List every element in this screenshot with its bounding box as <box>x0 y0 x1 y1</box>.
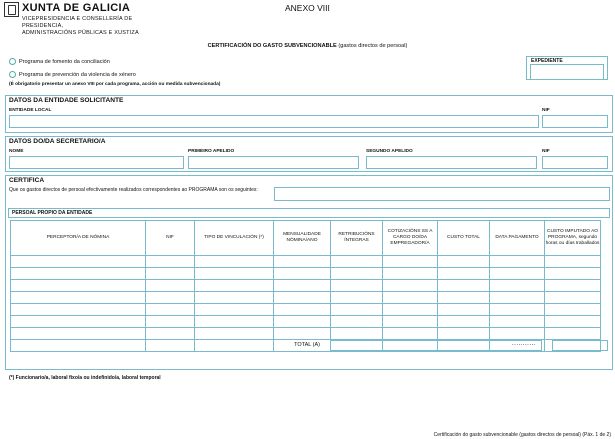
table-cell[interactable] <box>331 292 383 304</box>
table-cell[interactable] <box>490 304 545 316</box>
col-mensualidade: MENSUALIDADE NÓMINA/ANO <box>274 221 331 256</box>
table-cell[interactable] <box>146 256 195 268</box>
table-cell[interactable] <box>438 316 490 328</box>
secretario-section: DATOS DO/DA SECRETARIO/A NOME PRIMEIRO APELIDO SEGUNDO APELIDO NIF <box>5 136 613 172</box>
table-cell[interactable] <box>274 328 331 340</box>
entidade-nif-input[interactable] <box>542 115 608 128</box>
gastos-table <box>10 220 601 352</box>
col-cotizacions: COTIZACIÓNS SS A CARGO DO/DA EMPREGADOR/A <box>383 221 438 256</box>
table-cell[interactable] <box>545 268 601 280</box>
table-cell[interactable] <box>383 304 438 316</box>
table-cell[interactable] <box>146 268 195 280</box>
primeiro-apelido-input[interactable] <box>188 156 359 169</box>
col-nif: NIF <box>146 221 195 256</box>
col-retribucions: RETRIBUCIÓNS ÍNTEGRAS <box>331 221 383 256</box>
table-cell[interactable] <box>490 328 545 340</box>
table-cell[interactable] <box>545 316 601 328</box>
table-cell[interactable] <box>438 304 490 316</box>
table-cell[interactable] <box>490 316 545 328</box>
table-cell[interactable] <box>383 328 438 340</box>
table-cell[interactable] <box>331 316 383 328</box>
table-cell[interactable] <box>545 292 601 304</box>
table-cell[interactable] <box>331 328 383 340</box>
col-custo-imputado: CUSTO IMPUTADO AO PROGRAMA, segundo horas ou días traballados <box>545 221 601 256</box>
table-cell[interactable] <box>545 304 601 316</box>
total-dots: ........... <box>512 341 536 347</box>
table-cell[interactable] <box>383 316 438 328</box>
table-cell[interactable] <box>438 328 490 340</box>
table-cell[interactable] <box>383 280 438 292</box>
table-row <box>11 268 601 280</box>
option-violencia[interactable]: Programa de prevención da violencia de xénero <box>9 71 136 78</box>
secretario-nif-input[interactable] <box>542 156 608 169</box>
col-perceptor: PERCEPTOR/A DE NÓMINA <box>11 221 146 256</box>
table-cell[interactable] <box>11 316 146 328</box>
annex-title: ANEXO VIII <box>285 3 330 13</box>
table-cell[interactable] <box>195 256 274 268</box>
entidade-section: DATOS DA ENTIDADE SOLICITANTE ENTIDADE LOCAL NIF <box>5 95 613 133</box>
table-cell[interactable] <box>331 280 383 292</box>
table-cell[interactable] <box>438 280 490 292</box>
table-cell[interactable] <box>195 268 274 280</box>
total-imputado-input[interactable] <box>552 340 608 351</box>
table-cell[interactable] <box>274 268 331 280</box>
table-cell[interactable] <box>11 280 146 292</box>
table-row <box>11 316 601 328</box>
table-cell[interactable] <box>331 256 383 268</box>
table-cell[interactable] <box>331 304 383 316</box>
table-cell[interactable] <box>11 256 146 268</box>
table-cell[interactable] <box>195 316 274 328</box>
table-cell[interactable] <box>490 268 545 280</box>
segundo-apelido-input[interactable] <box>366 156 537 169</box>
table-cell[interactable] <box>146 328 195 340</box>
table-cell[interactable] <box>274 304 331 316</box>
radio-conciliacion[interactable] <box>9 58 16 65</box>
table-row <box>11 292 601 304</box>
table-cell[interactable] <box>490 256 545 268</box>
table-cell[interactable] <box>545 280 601 292</box>
entidade-local-input[interactable] <box>9 115 539 128</box>
table-cell[interactable] <box>274 280 331 292</box>
table-cell[interactable] <box>545 328 601 340</box>
table-cell[interactable] <box>490 280 545 292</box>
table-cell[interactable] <box>331 268 383 280</box>
total-label: TOTAL (A) <box>294 342 320 348</box>
radio-violencia[interactable] <box>9 71 16 78</box>
table-header-row <box>11 221 601 256</box>
table-cell[interactable] <box>195 292 274 304</box>
certifica-text: Que os gastos directos de persoal efectivamente realizados correspondentes ao PROGRAMA son os seguintes: <box>9 187 258 193</box>
col-tipo-vinculacion: TIPO DE VINCULACIÓN (*) <box>195 221 274 256</box>
table-row <box>11 256 601 268</box>
table-cell[interactable] <box>545 256 601 268</box>
table-cell[interactable] <box>438 256 490 268</box>
xunta-logo <box>4 2 174 34</box>
table-cell[interactable] <box>438 292 490 304</box>
col-custo-total: CUSTO TOTAL <box>438 221 490 256</box>
table-cell[interactable] <box>490 292 545 304</box>
table-row <box>11 304 601 316</box>
table-cell[interactable] <box>146 316 195 328</box>
table-cell[interactable] <box>146 304 195 316</box>
table-cell[interactable] <box>11 268 146 280</box>
org-name: XUNTA DE GALICIA <box>22 2 131 14</box>
col-data-pagamento: DATA PAGAMENTO <box>490 221 545 256</box>
nome-input[interactable] <box>9 156 184 169</box>
table-cell[interactable] <box>11 292 146 304</box>
table-row <box>11 328 601 340</box>
table-cell[interactable] <box>146 292 195 304</box>
xunta-emblem-icon <box>4 2 19 17</box>
expediente-input[interactable] <box>530 64 604 80</box>
expediente-box: EXPEDIENTE <box>526 56 608 80</box>
table-cell[interactable] <box>274 256 331 268</box>
page-footer: Certificación do gasto subvencionable (gastos directos de persoal) (Páx. 1 de 2) <box>433 432 611 438</box>
table-cell[interactable] <box>146 280 195 292</box>
total-input[interactable] <box>330 340 542 351</box>
option-conciliacion[interactable]: Programa de fomento da conciliación <box>9 58 110 65</box>
org-department: VICEPRESIDENCIA E CONSELLERÍA DE PRESIDENCIA, ADMINISTRACIÓNS PÚBLICAS E XUSTIZA <box>22 16 139 36</box>
footnote: (*) Funcionario/a, laboral fixo/a ou indefinido/a, laboral temporal <box>9 375 161 381</box>
total-row <box>10 340 608 351</box>
table-cell[interactable] <box>195 328 274 340</box>
certifica-section: CERTIFICA Que os gastos directos de persoal efectivamente realizados correspondentes ao PROGRAMA son os seguintes: PERSOAL PROPIO DA ENTIDADE PERCEPTOR/A DE NÓMINA NIF TIPO DE VINCULACIÓN (*) MENSUALIDADE NÓMINA/ANO RETRIBUCIÓNS ÍNTEGRAS COTIZACIÓNS SS A CARGO DO/DA EMPREGADOR/A CUSTO TOTAL DATA PAGAMENTO CUSTO IMPUTADO AO PROGRAMA, segundo horas ou días traballados TOTAL (A) ........... <box>5 175 613 370</box>
table-cell[interactable] <box>195 280 274 292</box>
persoal-propio-label: PERSOAL PROPIO DA ENTIDADE <box>8 208 610 218</box>
table-cell[interactable] <box>383 256 438 268</box>
table-cell[interactable] <box>11 304 146 316</box>
table-cell[interactable] <box>195 304 274 316</box>
programa-input[interactable] <box>274 187 610 201</box>
table-cell[interactable] <box>274 292 331 304</box>
table-cell[interactable] <box>11 328 146 340</box>
table-cell[interactable] <box>274 316 331 328</box>
mandatory-note: (É obrigatorio presentar un anexo VIII por cada programa, acción ou medida subvencionada) <box>9 82 221 87</box>
table-cell[interactable] <box>383 268 438 280</box>
table-cell[interactable] <box>438 268 490 280</box>
table-cell[interactable] <box>383 292 438 304</box>
page-title: CERTIFICACIÓN DO GASTO SUBVENCIONABLE (gastos directos de persoal) <box>207 43 408 49</box>
table-row <box>11 280 601 292</box>
